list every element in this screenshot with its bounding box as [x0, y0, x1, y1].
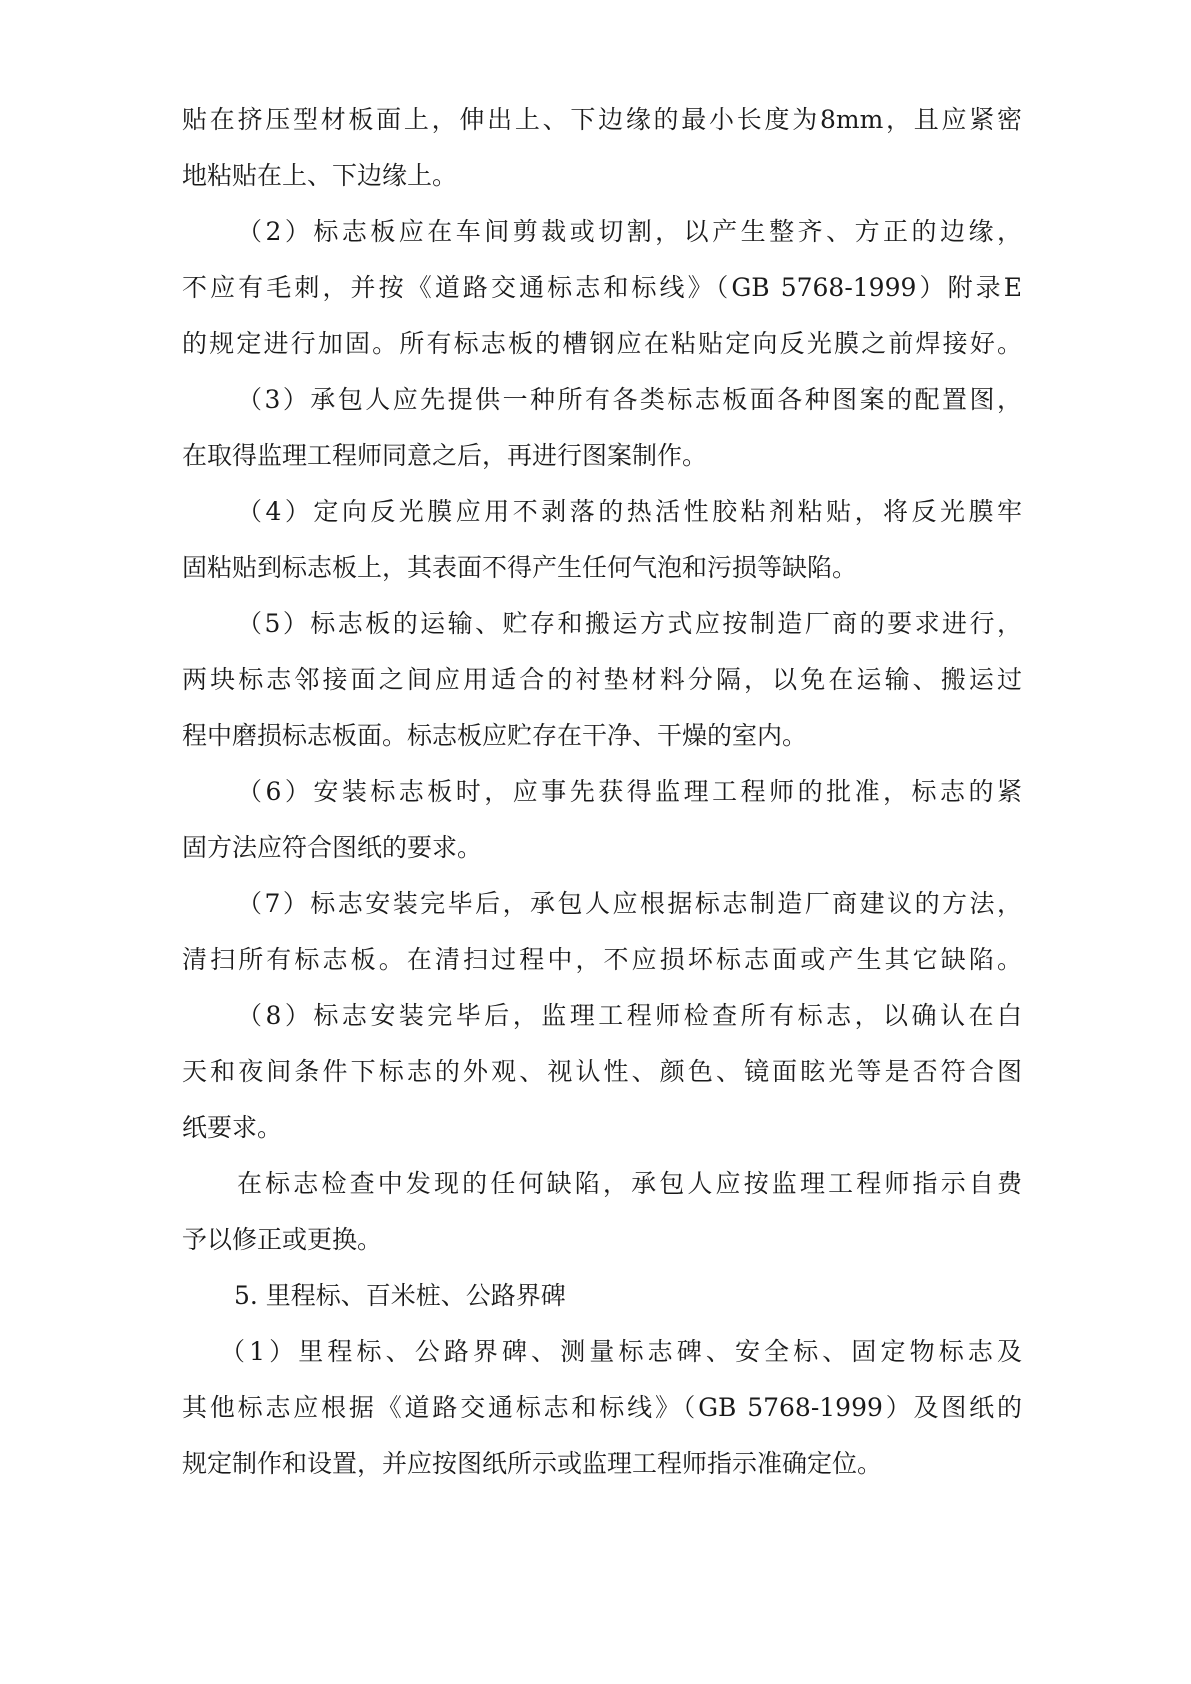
paragraph-line: （3）承包人应先提供一种所有各类标志板面各种图案的配置图，: [237, 385, 1022, 414]
paragraph-line: （7）标志安装完毕后，承包人应根据标志制造厂商建议的方法，: [237, 889, 1022, 918]
paragraph-line: （4）定向反光膜应用不剥落的热活性胶粘剂粘贴，将反光膜牢: [237, 497, 1022, 526]
paragraph-line: 在标志检查中发现的任何缺陷，承包人应按监理工程师指示自费: [237, 1169, 1022, 1198]
paragraph-line: 地粘贴在上、下边缘上。: [182, 161, 458, 190]
paragraph-line: （6）安装标志板时，应事先获得监理工程师的批准，标志的紧: [237, 777, 1022, 806]
paragraph-line: 予以修正或更换。: [182, 1225, 383, 1254]
paragraph-line: 在取得监理工程师同意之后，再进行图案制作。: [182, 441, 708, 470]
paragraph-line: （8）标志安装完毕后，监理工程师检查所有标志，以确认在白: [237, 1001, 1022, 1030]
paragraph-line: 纸要求。: [182, 1113, 283, 1142]
paragraph-line: 天和夜间条件下标志的外观、视认性、颜色、镜面眩光等是否符合图: [182, 1057, 1022, 1086]
paragraph-line: 的规定进行加固。所有标志板的槽钢应在粘贴定向反光膜之前焊接好。: [182, 329, 1022, 358]
section-heading: 5. 里程标、百米桩、公路界碑: [234, 1281, 566, 1310]
paragraph-line: （1）里程标、公路界碑、测量标志碑、安全标、固定物标志及: [220, 1337, 1022, 1366]
paragraph-line: （5）标志板的运输、贮存和搬运方式应按制造厂商的要求进行，: [237, 609, 1022, 638]
paragraph-line: 规定制作和设置，并应按图纸所示或监理工程师指示准确定位。: [182, 1449, 883, 1478]
document-body: [182, 92, 1022, 1492]
paragraph-line: 固粘贴到标志板上，其表面不得产生任何气泡和污损等缺陷。: [182, 553, 858, 582]
paragraph-line: 不应有毛刺，并按《道路交通标志和标线》（GB 5768-1999）附录E: [182, 273, 1022, 302]
paragraph-line: 固方法应符合图纸的要求。: [182, 833, 483, 862]
paragraph-line: 程中磨损标志板面。标志板应贮存在干净、干燥的室内。: [182, 721, 808, 750]
paragraph-line: 清扫所有标志板。在清扫过程中，不应损坏标志面或产生其它缺陷。: [182, 945, 1022, 974]
paragraph-line: 两块标志邻接面之间应用适合的衬垫材料分隔，以免在运输、搬运过: [182, 665, 1022, 694]
paragraph-line: 贴在挤压型材板面上，伸出上、下边缘的最小长度为8mm，且应紧密: [182, 105, 1022, 134]
paragraph-line: （2）标志板应在车间剪裁或切割，以产生整齐、方正的边缘，: [237, 217, 1022, 246]
paragraph-line: 其他标志应根据《道路交通标志和标线》（GB 5768-1999）及图纸的: [182, 1393, 1022, 1422]
